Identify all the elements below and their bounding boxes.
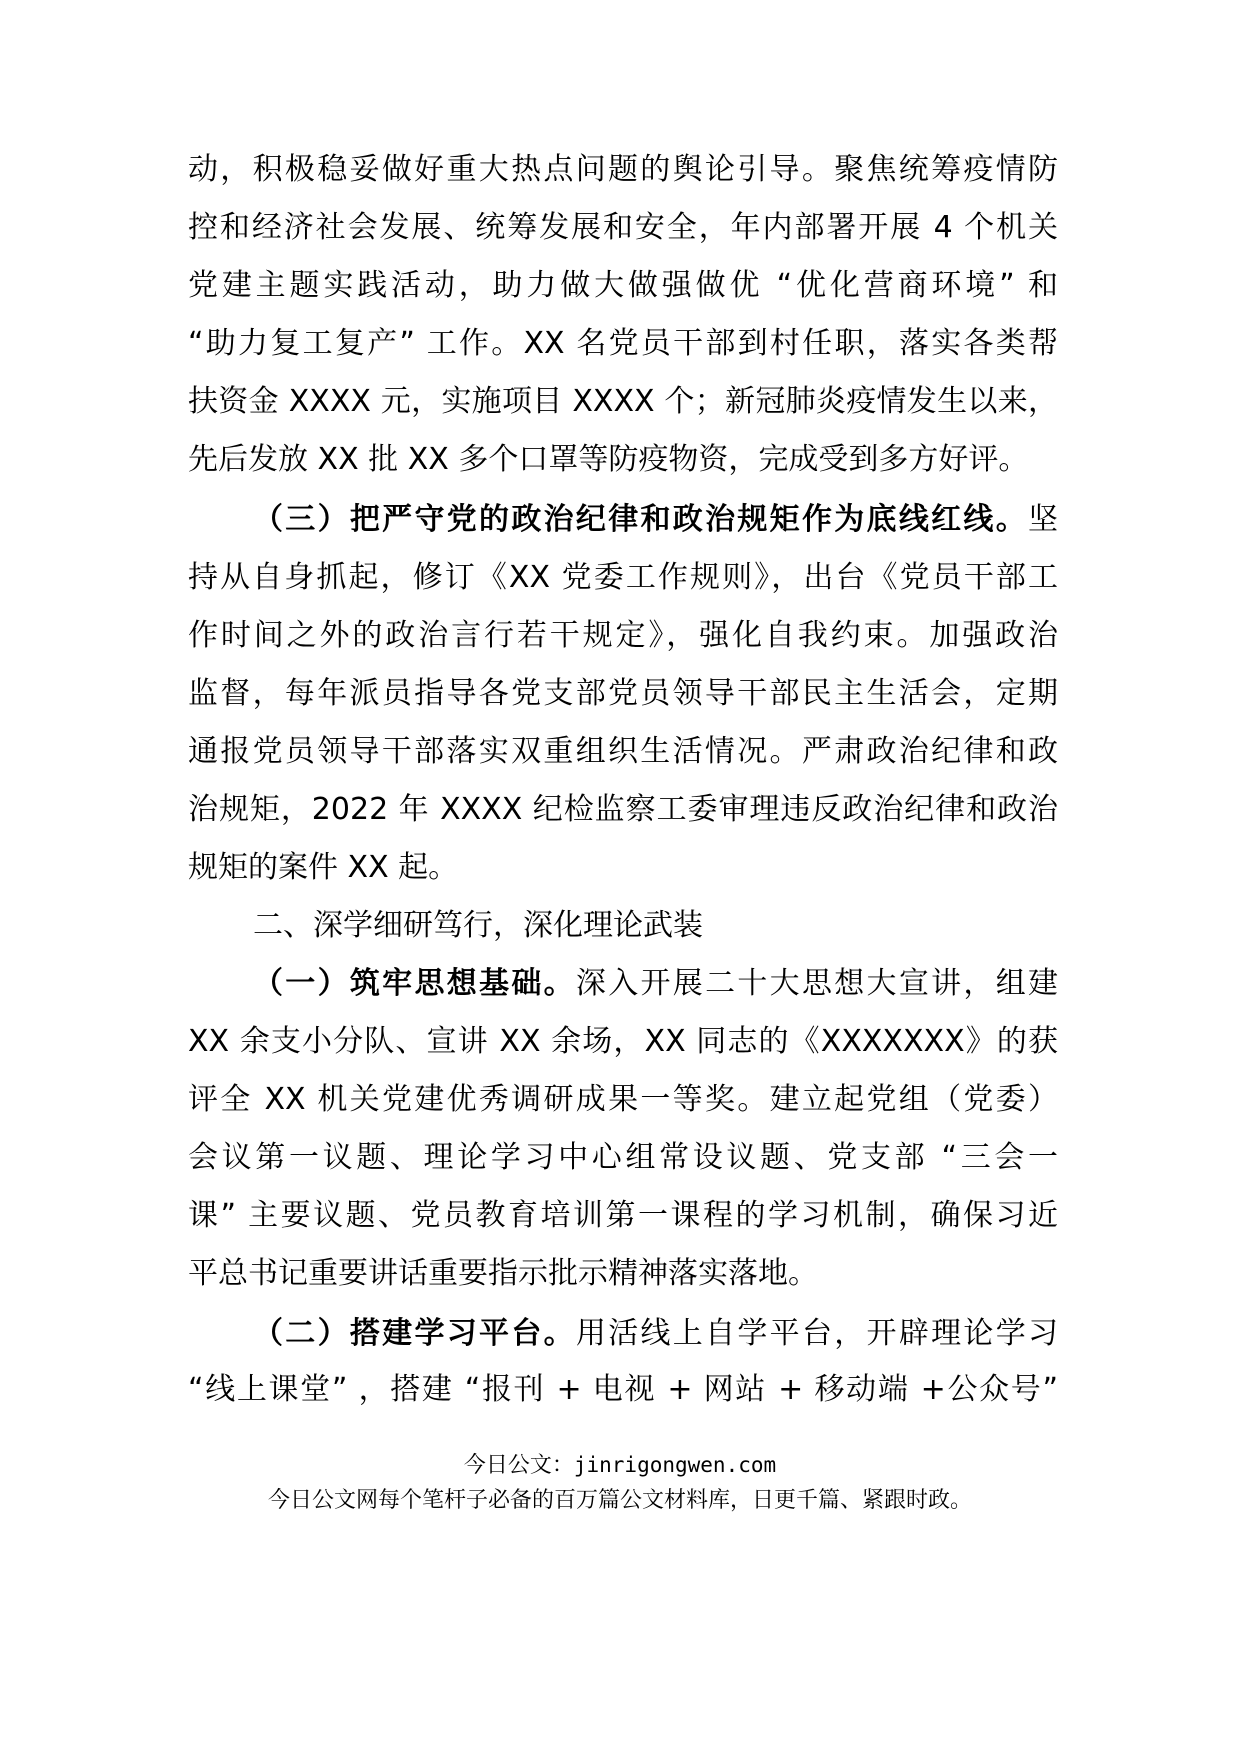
paragraph-2-heading: （三）把严守党的政治纪律和政治规矩作为底线红线。 [253, 502, 1028, 537]
paragraph-1-line-6: 先后发放 XX 批 XX 多个口罩等防疫物资，完成受到多方好评。 [188, 442, 1029, 477]
paragraph-1-line-2: 控和经济社会发展、统筹发展和安全，年内部署开展 4 个机关 [188, 210, 1058, 245]
paragraph-3-first-line-rest: 深入开展二十大思想大宣讲，组建 [575, 966, 1059, 1001]
footer-site-line [0, 1450, 1240, 1481]
paragraph-1-line-3: 党建主题实践活动，助力做大做强做优 “优化营商环境” 和 [188, 268, 1058, 303]
paragraph-1-line-4: “助力复工复产” 工作。XX 名党员干部到村任职，落实各类帮 [188, 326, 1058, 361]
paragraph-4-line-2: “线上课堂” ，搭建 “报刊 + 电视 + 网站 + 移动端 +公众号” [188, 1372, 1058, 1407]
paragraph-2-line-1 [253, 488, 1058, 552]
paragraph-2-line-6: 治规矩，2022 年 XXXX 纪检监察工委审理违反政治纪律和政治 [188, 792, 1058, 827]
paragraph-2-line-3: 作时间之外的政治言行若干规定》，强化自我约束。加强政治 [188, 618, 1058, 653]
footer-slogan: 今日公文网每个笔杆子必备的百万篇公文材料库，日更千篇、紧跟时政。 [267, 1488, 972, 1513]
footer-site-link[interactable]: jinrigongwen.com [573, 1453, 777, 1477]
footer-site-label: 今日公文： [463, 1453, 574, 1478]
paragraph-4-heading: （二）搭建学习平台。 [253, 1316, 576, 1351]
paragraph-3-heading: （一）筑牢思想基础。 [253, 966, 576, 1001]
section-2-title: 二、深学细研笃行，深化理论武装 [253, 908, 703, 943]
paragraph-1-line-1: 动，积极稳妥做好重大热点问题的舆论引导。聚焦统筹疫情防 [188, 152, 1058, 187]
paragraph-3-line-2: XX 余支小分队、宣讲 XX 余场，XX 同志的《XXXXXXX》的获 [188, 1024, 1058, 1059]
paragraph-1-line-5: 扶资金 XXXX 元，实施项目 XXXX 个；新冠肺炎疫情发生以来， [188, 384, 1058, 419]
paragraph-2-line-7: 规矩的案件 XX 起。 [188, 850, 459, 885]
paragraph-3-line-1 [253, 952, 1058, 1016]
paragraph-4-first-line-rest: 用活线上自学平台，开辟理论学习 [575, 1316, 1059, 1351]
paragraph-2-line-4: 监督，每年派员指导各党支部党员领导干部民主生活会，定期 [188, 676, 1058, 711]
paragraph-2-line-2: 持从自身抓起，修订《XX 党委工作规则》，出台《党员干部工 [188, 560, 1058, 595]
paragraph-4-line-1 [253, 1302, 1058, 1366]
paragraph-2-line-5: 通报党员领导干部落实双重组织生活情况。严肃政治纪律和政 [188, 734, 1058, 769]
paragraph-3-line-3: 评全 XX 机关党建优秀调研成果一等奖。建立起党组（党委） [188, 1082, 1058, 1117]
paragraph-2-first-line-rest: 坚 [1028, 502, 1058, 537]
paragraph-3-line-6: 平总书记重要讲话重要指示批示精神落实落地。 [188, 1256, 818, 1291]
paragraph-3-line-4: 会议第一议题、理论学习中心组常设议题、党支部 “三会一 [188, 1140, 1058, 1175]
paragraph-3-line-5: 课” 主要议题、党员教育培训第一课程的学习机制，确保习近 [188, 1198, 1058, 1233]
